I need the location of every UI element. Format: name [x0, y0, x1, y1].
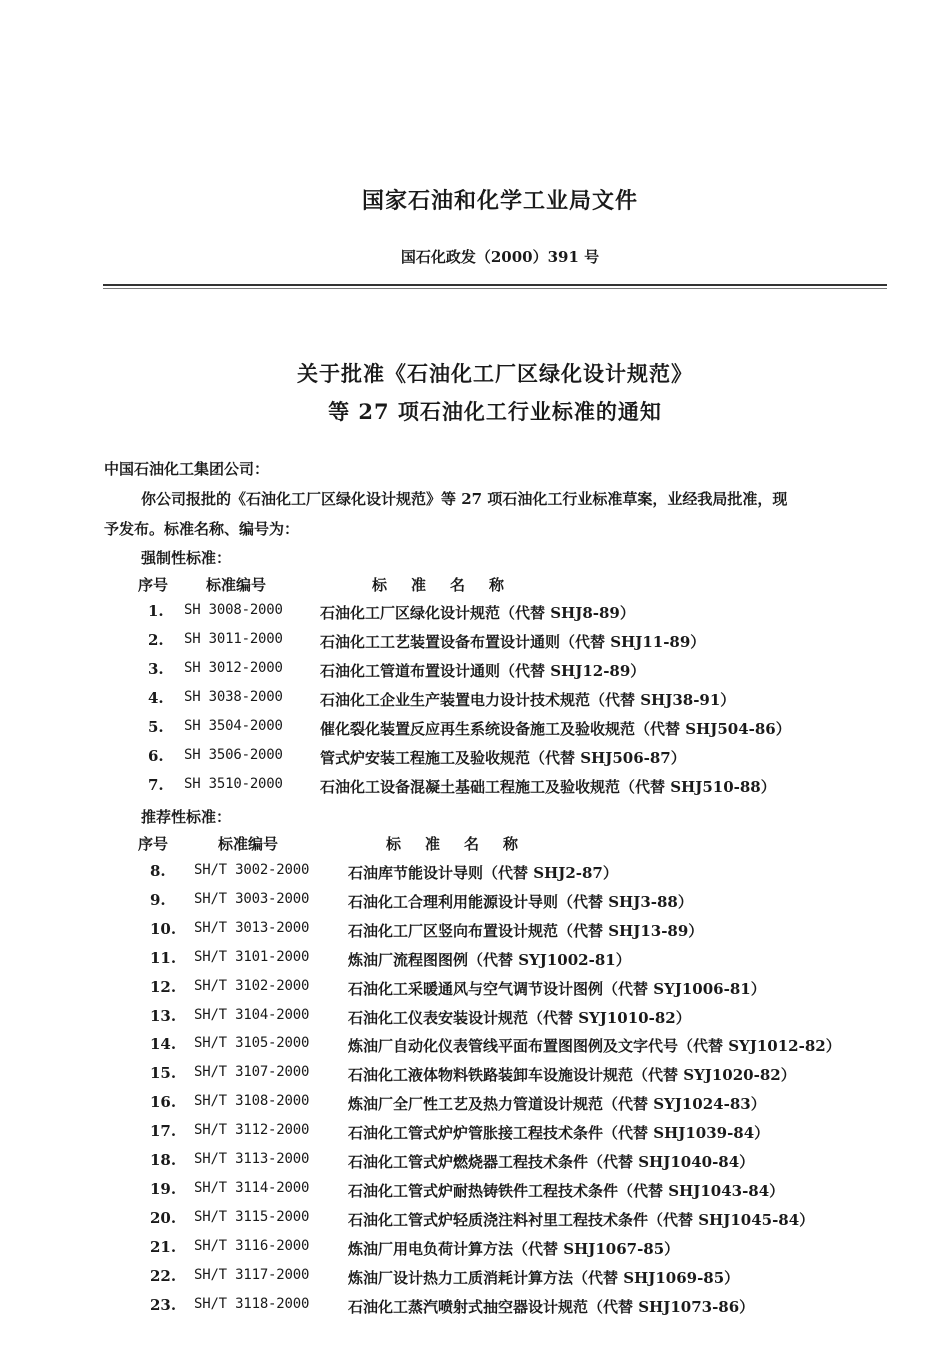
row-code: SH/T 3104-2000	[194, 1006, 310, 1023]
row-name: 石油库节能设计导则（代替 SHJ2-87）	[348, 864, 618, 882]
row-name: 石油化工设备混凝土基础工程施工及验收规范（代替 SHJ510-88）	[320, 778, 776, 796]
row-name: 石油化工采暖通风与空气调节设计图例（代替 SYJ1006-81）	[348, 979, 766, 998]
salutation: 中国石油化工集团公司：	[104, 460, 270, 478]
body-text-line-2: 予发布。标准名称、编号为：	[104, 520, 300, 538]
header-code: 标准编号	[218, 835, 279, 853]
row-seq: 9.	[150, 890, 166, 909]
row-code: SH/T 3114-2000	[194, 1179, 310, 1196]
row-name: 石油化工管式炉炉管胀接工程技术条件（代替 SHJ1039-84）	[348, 1124, 770, 1143]
row-code: SH/T 3101-2000	[194, 948, 310, 965]
row-seq: 20.	[150, 1208, 177, 1227]
row-seq: 2.	[148, 631, 164, 649]
row-seq: 8.	[150, 862, 166, 880]
row-name: 管式炉安装工程施工及验收规范（代替 SHJ506-87）	[320, 749, 686, 767]
row-code: SH 3012-2000	[184, 660, 283, 676]
row-code: SH 3506-2000	[184, 747, 283, 763]
row-code: SH/T 3118-2000	[194, 1295, 310, 1312]
row-code: SH/T 3102-2000	[194, 977, 310, 994]
row-code: SH/T 3108-2000	[194, 1093, 310, 1110]
row-code: SH 3510-2000	[184, 776, 283, 792]
row-code: SH 3038-2000	[184, 689, 283, 705]
row-code: SH/T 3107-2000	[194, 1064, 310, 1081]
recommended-section-label: 推荐性标准：	[141, 808, 232, 826]
header-name: 标准名称	[386, 835, 543, 853]
row-seq: 15.	[150, 1064, 177, 1083]
notice-title-line-2: 等 27 项石油化工行业标准的通知	[328, 399, 662, 424]
row-code: SH/T 3115-2000	[194, 1208, 310, 1225]
row-seq: 13.	[150, 1006, 177, 1025]
row-name: 石油化工液体物料铁路装卸车设施设计规范（代替 SYJ1020-82）	[348, 1066, 796, 1085]
row-seq: 16.	[150, 1093, 177, 1112]
row-name: 石油化工管式炉耐热铸铁件工程技术条件（代替 SHJ1043-84）	[348, 1181, 785, 1200]
row-seq: 7.	[148, 776, 164, 794]
header-divider	[103, 284, 887, 286]
row-seq: 19.	[150, 1179, 177, 1198]
row-seq: 6.	[148, 747, 164, 765]
header-code: 标准编号	[206, 576, 267, 594]
body-text-line-1: 你公司报批的《石油化工厂区绿化设计规范》等 27 项石油化工行业标准草案，业经我局批准，现	[141, 490, 788, 508]
row-name: 石油化工管式炉燃烧器工程技术条件（代替 SHJ1040-84）	[348, 1153, 755, 1171]
row-code: SH/T 3002-2000	[194, 862, 310, 878]
row-code: SH 3011-2000	[184, 631, 283, 647]
header-seq: 序号	[138, 835, 169, 853]
row-code: SH 3504-2000	[184, 718, 283, 734]
row-name: 石油化工蒸汽喷射式抽空器设计规范（代替 SHJ1073-86）	[348, 1297, 755, 1316]
row-name: 石油化工合理利用能源设计导则（代替 SHJ3-88）	[348, 892, 693, 911]
row-seq: 14.	[150, 1035, 177, 1054]
header-divider-thin	[103, 288, 887, 289]
row-seq: 10.	[150, 919, 177, 938]
row-seq: 17.	[150, 1122, 177, 1141]
row-code: SH/T 3013-2000	[194, 919, 310, 936]
row-seq: 12.	[150, 977, 177, 996]
header-name: 标准名称	[372, 576, 529, 594]
row-seq: 18.	[150, 1151, 177, 1169]
row-seq: 11.	[150, 948, 177, 967]
row-seq: 23.	[150, 1295, 177, 1314]
row-name: 石油化工管道布置设计通则（代替 SHJ12-89）	[320, 662, 646, 680]
row-seq: 21.	[150, 1237, 177, 1256]
row-name: 炼油厂自动化仪表管线平面布置图图例及文字代号（代替 SYJ1012-82）	[348, 1037, 841, 1056]
row-name: 石油化工厂区绿化设计规范（代替 SHJ8-89）	[320, 604, 635, 622]
row-code: SH/T 3117-2000	[194, 1266, 310, 1283]
row-seq: 3.	[148, 660, 164, 678]
row-name: 石油化工企业生产装置电力设计技术规范（代替 SHJ38-91）	[320, 691, 736, 709]
row-code: SH/T 3105-2000	[194, 1035, 310, 1052]
row-seq: 22.	[150, 1266, 177, 1285]
row-code: SH/T 3116-2000	[194, 1237, 310, 1254]
row-name: 炼油厂流程图图例（代替 SYJ1002-81）	[348, 950, 631, 969]
row-name: 催化裂化装置反应再生系统设备施工及验收规范（代替 SHJ504-86）	[320, 720, 791, 738]
document-number: 国石化政发（2000）391 号	[400, 248, 600, 266]
row-code: SH/T 3003-2000	[194, 890, 310, 907]
notice-title-line-1: 关于批准《石油化工厂区绿化设计规范》	[297, 361, 693, 386]
row-name: 炼油厂设计热力工质消耗计算方法（代替 SHJ1069-85）	[348, 1268, 740, 1287]
row-code: SH/T 3113-2000	[194, 1151, 310, 1167]
mandatory-section-label: 强制性标准：	[141, 549, 232, 567]
row-code: SH 3008-2000	[184, 602, 283, 618]
row-name: 炼油厂全厂性工艺及热力管道设计规范（代替 SYJ1024-83）	[348, 1095, 766, 1114]
header-seq: 序号	[138, 576, 169, 594]
row-name: 石油化工工艺装置设备布置设计通则（代替 SHJ11-89）	[320, 633, 706, 651]
row-seq: 4.	[148, 689, 164, 707]
issuer-title: 国家石油和化学工业局文件	[361, 188, 638, 214]
row-name: 石油化工管式炉轻质浇注料衬里工程技术条件（代替 SHJ1045-84）	[348, 1210, 815, 1229]
row-name: 石油化工仪表安装设计规范（代替 SYJ1010-82）	[348, 1008, 691, 1027]
row-name: 石油化工厂区竖向布置设计规范（代替 SHJ13-89）	[348, 921, 704, 940]
row-seq: 1.	[148, 602, 164, 620]
row-name: 炼油厂用电负荷计算方法（代替 SHJ1067-85）	[348, 1239, 680, 1258]
row-seq: 5.	[148, 718, 164, 736]
row-code: SH/T 3112-2000	[194, 1122, 310, 1139]
